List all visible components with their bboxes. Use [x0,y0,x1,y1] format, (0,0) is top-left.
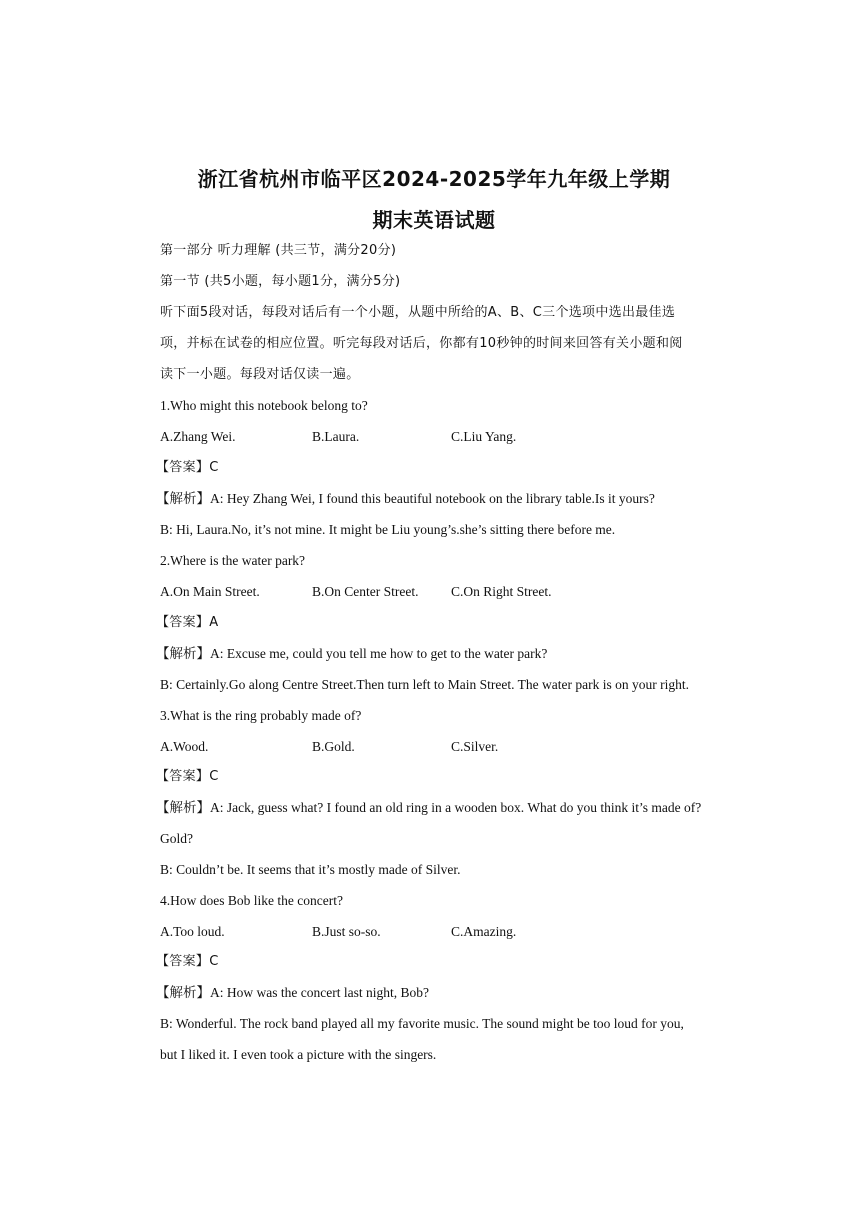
option-c: C.Amazing. [451,924,517,939]
answer-label: 【答案】C [156,769,219,784]
option-a: A.Zhang Wei. [160,429,236,444]
analysis-line: 【解析】A: Excuse me, could you tell me how to get to the water park? [156,646,548,661]
part-heading: 第一部分 听力理解 (共三节，满分20分) [160,243,397,258]
option-a: A.Wood. [160,739,209,754]
option-a: A.On Main Street. [160,584,260,599]
option-b: B.Gold. [312,739,355,754]
question-stem: 4.How does Bob like the concert? [160,893,343,908]
answer-label: 【答案】A [156,615,219,630]
option-a: A.Too loud. [160,924,225,939]
analysis-line: Gold? [160,831,193,846]
document-title-line2: 期末英语试题 [372,208,496,232]
option-b: B.On Center Street. [312,584,419,599]
section-heading: 第一节 (共5小题，每小题1分，满分5分) [160,274,401,289]
option-c: C.Silver. [451,739,499,754]
instructions-line: 听下面5段对话，每段对话后有一个小题，从题中所给的A、B、C三个选项中选出最佳选 [160,305,676,320]
question-stem: 3.What is the ring probably made of? [160,708,362,723]
question-stem: 2.Where is the water park? [160,553,306,568]
question-stem: 1.Who might this notebook belong to? [160,398,368,413]
option-b: B.Just so-so. [312,924,381,939]
instructions-line: 读下一小题。每段对话仅读一遍。 [160,367,360,382]
analysis-line: but I liked it. I even took a picture with the singers. [160,1047,437,1062]
analysis-line: B: Couldn’t be. It seems that it’s mostly made of Silver. [160,862,461,877]
option-b: B.Laura. [312,429,360,444]
analysis-line: B: Certainly.Go along Centre Street.Then turn left to Main Street. The water park is on your right. [160,677,689,692]
analysis-line: 【解析】A: Jack, guess what? I found an old ring in a wooden box. What do you think it’s made of? [156,800,702,815]
document-title-line1: 浙江省杭州市临平区2024-2025学年九年级上学期 [197,167,671,191]
analysis-line: B: Wonderful. The rock band played all my favorite music. The sound might be too loud for you, [160,1016,684,1031]
instructions-line: 项，并标在试卷的相应位置。听完每段对话后，你都有10秒钟的时间来回答有关小题和阅 [160,336,683,351]
option-c: C.On Right Street. [451,584,552,599]
analysis-line: 【解析】A: Hey Zhang Wei, I found this beautiful notebook on the library table.Is it yours? [156,491,655,506]
answer-label: 【答案】C [156,954,219,969]
option-c: C.Liu Yang. [451,429,517,444]
analysis-line: B: Hi, Laura.No, it’s not mine. It might be Liu young’s.she’s sitting there before me. [160,522,616,537]
analysis-line: 【解析】A: How was the concert last night, Bob? [156,985,429,1000]
answer-label: 【答案】C [156,460,219,475]
